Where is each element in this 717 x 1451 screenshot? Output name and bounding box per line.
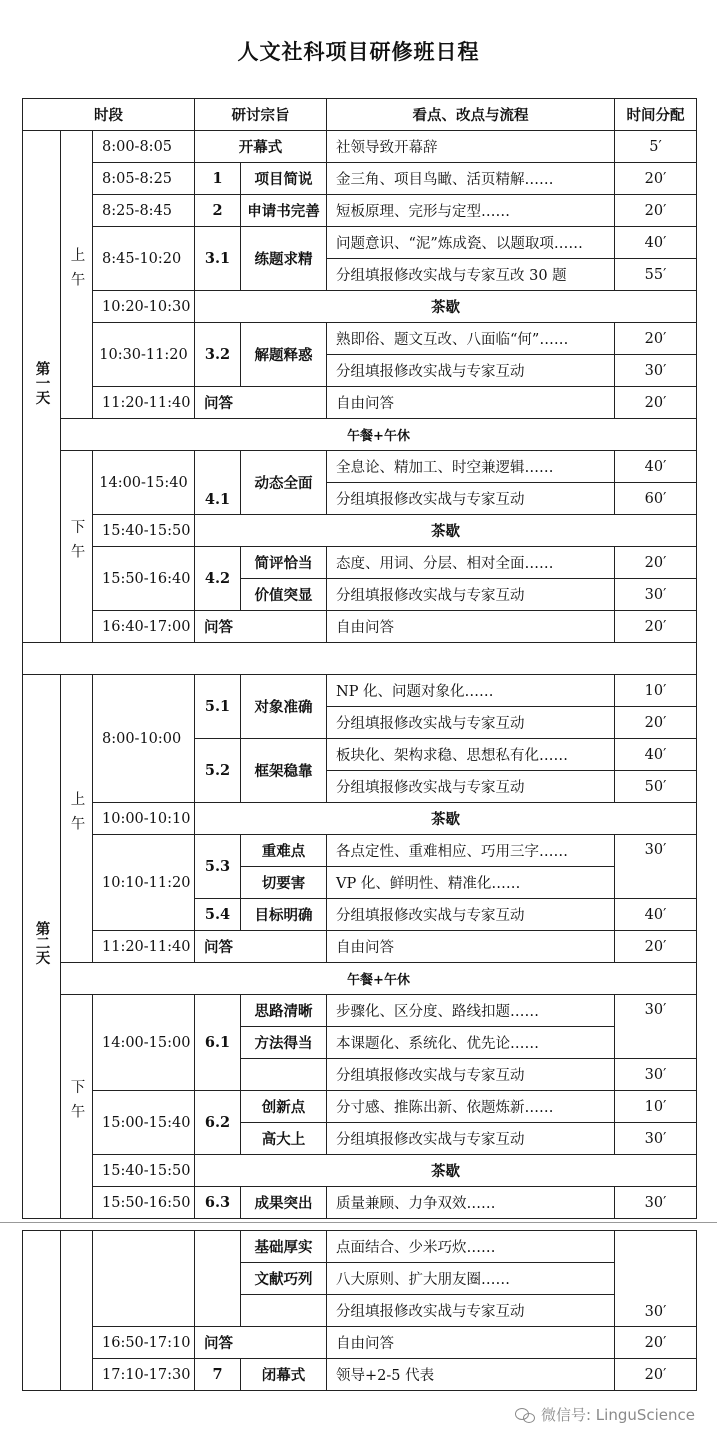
time-cell: 10:20-10:30 <box>93 291 195 323</box>
content-cell: 板块化、架构求稳、思想私有化…… <box>327 739 615 771</box>
content-cell: 分组填报修改实战与专家互改 30 题 <box>327 259 615 291</box>
session-title: 解题释惑 <box>241 323 327 387</box>
alloc-cell: 20′ <box>615 707 697 739</box>
content-cell: 分组填报修改实战与专家互动 <box>327 579 615 611</box>
content-cell: 分寸感、推陈出新、依题炼新…… <box>327 1091 615 1123</box>
session-number: 4.1 <box>195 451 241 515</box>
day1-label: 第一天 <box>23 131 61 643</box>
day2-am-label: 上午 <box>61 675 93 963</box>
alloc-cell: 30′ <box>615 579 697 611</box>
alloc-cell: 30′ <box>615 835 697 899</box>
empty-cell <box>93 1231 195 1327</box>
table-row <box>23 515 697 547</box>
page-break <box>0 1222 717 1229</box>
session-number: 1 <box>195 163 241 195</box>
alloc-cell: 20′ <box>615 1359 697 1391</box>
qa-label: 问答 <box>195 1327 327 1359</box>
session-title: 成果突出 <box>241 1187 327 1219</box>
content-cell: 分组填报修改实战与专家互动 <box>327 483 615 515</box>
session-number: 6.3 <box>195 1187 241 1219</box>
content-cell: 社领导致开幕辞 <box>327 131 615 163</box>
table-row <box>23 1327 697 1359</box>
table-row <box>23 291 697 323</box>
content-cell: 各点定性、重难相应、巧用三字…… <box>327 835 615 867</box>
content-cell: 分组填报修改实战与专家互动 <box>327 1059 615 1091</box>
table-row <box>23 611 697 643</box>
session-title: 方法得当 <box>241 1027 327 1059</box>
table-row <box>23 1091 697 1123</box>
session-title: 思路清晰 <box>241 995 327 1027</box>
content-cell: 本课题化、系统化、优先论…… <box>327 1027 615 1059</box>
alloc-cell: 20′ <box>615 547 697 579</box>
session-title: 申请书完善 <box>241 195 327 227</box>
session-title: 练题求精 <box>241 227 327 291</box>
day1-pm-label: 下午 <box>61 451 93 643</box>
table-row <box>23 547 697 579</box>
content-cell: 自由问答 <box>327 931 615 963</box>
session-title: 框架稳靠 <box>241 739 327 803</box>
content-cell: 自由问答 <box>327 387 615 419</box>
content-cell: 态度、用词、分层、相对全面…… <box>327 547 615 579</box>
time-cell: 10:10-11:20 <box>93 835 195 931</box>
alloc-cell: 60′ <box>615 483 697 515</box>
session-number: 6.2 <box>195 1091 241 1155</box>
schedule-table-continued <box>22 1230 697 1391</box>
session-number: 3.2 <box>195 323 241 387</box>
alloc-cell: 10′ <box>615 1091 697 1123</box>
alloc-cell: 40′ <box>615 451 697 483</box>
session-number: 6.1 <box>195 995 241 1091</box>
header-alloc: 时间分配 <box>615 99 697 131</box>
session-number: 5.3 <box>195 835 241 899</box>
tea-break: 茶歇 <box>195 515 697 547</box>
session-title: 项目简说 <box>241 163 327 195</box>
time-cell: 15:50-16:40 <box>93 547 195 611</box>
content-cell: 分组填报修改实战与专家互动 <box>327 1295 615 1327</box>
content-cell: 问题意识、“泥”炼成瓷、以题取项…… <box>327 227 615 259</box>
session-number: 7 <box>195 1359 241 1391</box>
alloc-cell: 40′ <box>615 899 697 931</box>
content-cell: 质量兼顾、力争双效…… <box>327 1187 615 1219</box>
time-cell: 10:30-11:20 <box>93 323 195 387</box>
header-row <box>23 99 697 131</box>
time-cell: 14:00-15:40 <box>93 451 195 515</box>
time-cell: 16:50-17:10 <box>93 1327 195 1359</box>
time-cell: 10:00-10:10 <box>93 803 195 835</box>
table-row <box>23 1231 697 1263</box>
session-title: 切要害 <box>241 867 327 899</box>
separator-row <box>23 643 697 675</box>
header-purpose: 研讨宗旨 <box>195 99 327 131</box>
table-row <box>23 451 697 483</box>
time-cell: 15:50-16:50 <box>93 1187 195 1219</box>
content-cell: 分组填报修改实战与专家互动 <box>327 771 615 803</box>
content-cell: 步骤化、区分度、路线扣题…… <box>327 995 615 1027</box>
empty-cell <box>241 1295 327 1327</box>
content-cell: NP 化、问题对象化…… <box>327 675 615 707</box>
time-cell: 17:10-17:30 <box>93 1359 195 1391</box>
day1-am-label: 上午 <box>61 131 93 419</box>
alloc-cell: 30′ <box>615 1231 697 1327</box>
time-cell: 8:05-8:25 <box>93 163 195 195</box>
session-title: 重难点 <box>241 835 327 867</box>
session-number: 5.2 <box>195 739 241 803</box>
content-cell: 自由问答 <box>327 1327 615 1359</box>
empty-cell <box>23 1231 61 1391</box>
content-cell: 点面结合、少米巧炊…… <box>327 1231 615 1263</box>
time-cell: 16:40-17:00 <box>93 611 195 643</box>
header-content: 看点、改点与流程 <box>327 99 615 131</box>
table-row <box>23 387 697 419</box>
alloc-cell: 50′ <box>615 771 697 803</box>
session-number: 5.4 <box>195 899 241 931</box>
alloc-cell: 20′ <box>615 611 697 643</box>
alloc-cell: 20′ <box>615 931 697 963</box>
time-cell: 15:00-15:40 <box>93 1091 195 1155</box>
alloc-cell: 30′ <box>615 1187 697 1219</box>
table-row <box>23 963 697 995</box>
table-row <box>23 163 697 195</box>
time-cell: 14:00-15:00 <box>93 995 195 1091</box>
table-row <box>23 227 697 259</box>
session-title: 对象准确 <box>241 675 327 739</box>
session-title: 目标明确 <box>241 899 327 931</box>
alloc-cell: 40′ <box>615 227 697 259</box>
lunch-break: 午餐+午休 <box>61 419 697 451</box>
alloc-cell: 20′ <box>615 195 697 227</box>
tea-break: 茶歇 <box>195 803 697 835</box>
lunch-break: 午餐+午休 <box>61 963 697 995</box>
time-cell: 11:20-11:40 <box>93 931 195 963</box>
session-title: 闭幕式 <box>241 1359 327 1391</box>
content-cell: 熟即俗、题文互改、八面临“何”…… <box>327 323 615 355</box>
time-cell: 15:40-15:50 <box>93 515 195 547</box>
alloc-cell: 30′ <box>615 1059 697 1091</box>
separator <box>23 643 697 675</box>
time-cell: 8:25-8:45 <box>93 195 195 227</box>
alloc-cell: 30′ <box>615 1123 697 1155</box>
session-title: 文献巧列 <box>241 1263 327 1295</box>
content-cell: 金三角、项目鸟瞰、活页精解…… <box>327 163 615 195</box>
table-row <box>23 835 697 867</box>
table-row <box>23 419 697 451</box>
session-title: 高大上 <box>241 1123 327 1155</box>
table-row <box>23 803 697 835</box>
time-cell: 15:40-15:50 <box>93 1155 195 1187</box>
qa-label: 问答 <box>195 931 327 963</box>
table-row <box>23 131 697 163</box>
content-cell: 分组填报修改实战与专家互动 <box>327 707 615 739</box>
alloc-cell: 55′ <box>615 259 697 291</box>
alloc-cell: 10′ <box>615 675 697 707</box>
table-row <box>23 1359 697 1391</box>
tea-break: 茶歇 <box>195 1155 697 1187</box>
day2-label: 第二天 <box>23 675 61 1219</box>
session-title: 简评恰当 <box>241 547 327 579</box>
alloc-cell: 20′ <box>615 387 697 419</box>
alloc-cell: 40′ <box>615 739 697 771</box>
alloc-cell: 20′ <box>615 323 697 355</box>
content-cell: 领导+2-5 代表 <box>327 1359 615 1391</box>
time-cell: 11:20-11:40 <box>93 387 195 419</box>
session-title: 动态全面 <box>241 451 327 515</box>
table-row <box>23 675 697 707</box>
session-title: 开幕式 <box>195 131 327 163</box>
time-cell: 8:45-10:20 <box>93 227 195 291</box>
session-title: 基础厚实 <box>241 1231 327 1263</box>
content-cell: 八大原则、扩大朋友圈…… <box>327 1263 615 1295</box>
alloc-cell: 20′ <box>615 1327 697 1359</box>
alloc-cell: 30′ <box>615 355 697 387</box>
content-cell: 短板原理、完形与定型…… <box>327 195 615 227</box>
table-row <box>23 1187 697 1219</box>
watermark-text: 微信号: LinguScience <box>540 1406 695 1424</box>
schedule-table <box>22 98 697 1219</box>
time-cell: 8:00-10:00 <box>93 675 195 803</box>
session-number: 3.1 <box>195 227 241 291</box>
session-number: 5.1 <box>195 675 241 739</box>
session-number: 4.2 <box>195 547 241 611</box>
content-cell: 自由问答 <box>327 611 615 643</box>
time-cell: 8:00-8:05 <box>93 131 195 163</box>
alloc-cell: 5′ <box>615 131 697 163</box>
table-row <box>23 1155 697 1187</box>
qa-label: 问答 <box>195 611 327 643</box>
wechat-icon <box>515 1407 535 1423</box>
table-row <box>23 323 697 355</box>
page-title: 人文社科项目研修班日程 <box>237 39 480 64</box>
alloc-cell: 20′ <box>615 163 697 195</box>
watermark <box>515 1404 695 1425</box>
content-cell: VP 化、鲜明性、精准化…… <box>327 867 615 899</box>
empty-cell <box>241 1059 327 1091</box>
empty-cell <box>195 1231 241 1327</box>
session-title: 价值突显 <box>241 579 327 611</box>
empty-cell <box>61 1231 93 1391</box>
content-cell: 全息论、精加工、时空兼逻辑…… <box>327 451 615 483</box>
day2-pm-label: 下午 <box>61 995 93 1219</box>
session-number: 2 <box>195 195 241 227</box>
qa-label: 问答 <box>195 387 327 419</box>
content-cell: 分组填报修改实战与专家互动 <box>327 899 615 931</box>
tea-break: 茶歇 <box>195 291 697 323</box>
content-cell: 分组填报修改实战与专家互动 <box>327 355 615 387</box>
table-row <box>23 931 697 963</box>
table-row <box>23 995 697 1027</box>
content-cell: 分组填报修改实战与专家互动 <box>327 1123 615 1155</box>
alloc-cell: 30′ <box>615 995 697 1059</box>
header-period: 时段 <box>23 99 195 131</box>
table-row <box>23 195 697 227</box>
session-title: 创新点 <box>241 1091 327 1123</box>
